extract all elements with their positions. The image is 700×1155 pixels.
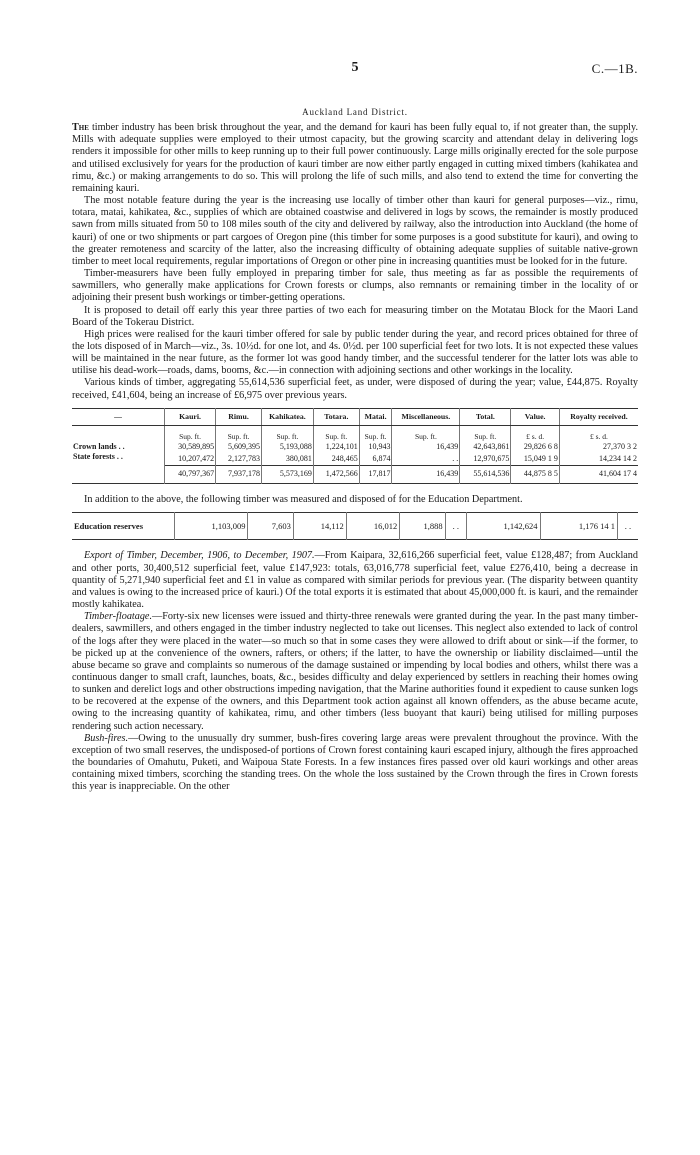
paragraph-motatau-block: It is proposed to detail off early this year three parties of two each for measuring timber on the Motatau Block for the Maori Land Board of the Tokerau District. [72,304,638,328]
row-label-state-forests: State forests . . [73,451,123,461]
table-row: State forests . . 10,207,472 2,127,783 380,081 248,465 6,874 . . 12,970,675 15,049 1 9 14,234 14 2 [72,452,638,466]
column-header: Kahikatea. [261,408,313,425]
education-reserves-table [72,512,638,540]
column-header: Kauri. [165,408,216,425]
column-header: Value. [511,408,559,425]
section-title: Auckland Land District. [302,107,408,117]
document-code: C.—1B. [591,61,638,76]
paragraph-timber-measurers: Timber-measurers have been fully employed in preparing timber for sale, thus meeting as far as possible the requirements of sawmillers, who generally make applications for Crown forests or clumps, also remnants or remaining timber in the locality of or adjoining their present bush workings or timber-getting operations. [72,268,638,304]
table-row: Crown lands . . 30,589,895 5,609,395 5,193,088 1,224,101 10,943 16,439 42,643,861 29,826 6 8 27,370 3 2 [73,441,637,451]
row-label-education-reserves: Education reserves [74,521,144,532]
table-row: Education reserves 1,103,009 7,603 14,112 16,012 1,888 . . 1,142,624 1,176 14 1 . . [72,513,638,540]
column-header: Rimu. [216,408,262,425]
italic-heading: Timber-floatage. [84,611,152,623]
column-header: — [72,408,165,425]
timber-disposal-table [72,408,638,485]
lead-word: The [72,122,89,134]
paragraph-bush-fires: Bush-fires.—Owing to the unusually dry summer, bush-fires covering large areas were prevalent throughout the province. With the exception of two small reserves, the undisposed-of portions of Crown forest containing kauri escaped injury, although the fires approached the boundaries of Omahutu, Puketi, and Waipoua State Forests. In a few instances fires passed over old kauri workings and other areas containing mixed timbers, scorching the standing trees. On the whole the loss sustained by the Crown through the fires in Crown forests this year is inappreciable. On the other [72,732,638,793]
paragraph-timber-disposed: Various kinds of timber, aggregating 55,614,536 superficial feet, as under, were disposed of during the year; value, £44,875. Royalty received, £41,604, being an increase of £6,975 over previous years. [72,377,638,401]
column-header: Miscellaneous. [392,408,460,425]
italic-heading: Export of Timber, December, 1906, to December, 1907. [84,550,315,562]
paragraph-education-department: In addition to the above, the following timber was measured and disposed of for the Education Department. [84,494,523,506]
paragraph-timber-industry: The timber industry has been brisk throughout the year, and the demand for kauri has been fully equal to, if not greater than, the supply. Mills with adequate supplies were employed to their utmost capacity, but the growing scarcity and attendant delay in delivering logs renders it impossible for other mills to keep running up to their full power continuously. Large mills originally erected for the sole purpose and utilised exclusively for years for the production of kauri timber are now either partly engaged in cutting mixed timbers (kahikatea and rimu, &c.) or making arrangements to do so. This will prolong the life of such mills, and also tend to extend the time for converting the remaining kauri. [72,122,638,194]
column-header: Royalty received. [559,408,638,425]
page-number: 5 [351,60,359,75]
row-label-crown-lands: Crown lands . . [73,441,125,451]
document-page [72,62,638,794]
table-units-row: Sup. ft. Sup. ft. Sup. ft. Sup. ft. Sup. ft. Sup. ft. Sup. ft. £ s. d. £ s. d. [72,425,638,442]
table-total-row: 40,797,367 7,937,178 5,573,169 1,472,566 17,817 16,439 55,614,536 44,875 8 5 41,604 17 4 [72,466,638,484]
paragraph-notable-feature: The most notable feature during the year is the increasing use locally of timber other than kauri for general purposes—viz., rimu, totara, matai, kahikatea, &c., supplies of which are obtained coastwise and delivered in logs by scows, the remainder is mostly produced sawn from mills situated from 50 to 108 miles south of the city and delivered by railway, also the introduction into Auckland (the home of kauri) of one or two shipments or part cargoes of Oregon pine (this timber for some purposes is a good substitute for kauri), and owing to the greater remoteness and scarcity of the latter, also the increasing difficulty of obtaining adequate supplies of suitable native-grown timber to meet local requirements, regular importations of Oregon or other pine in increasing quantities must be looked for in the future. [72,195,638,267]
paragraph-export-of-timber: Export of Timber, December, 1906, to December, 1907.—From Kaipara, 32,616,266 superficial feet, value £128,487; from Auckland and other ports, 30,400,512 superficial feet, value £147,923: totals, 63,016,778 superficial feet, value £276,410, being a decrease in quantity of 5,271,940 superficial feet and £1 in value as compared with similar periods for previous year. (The disparity between quantity and values is owing to the increased price of kauri.) Of the total exports it is estimated that about 45,000,000 ft. is kauri, and the remainder mostly kahikatea. [72,550,638,611]
paragraph-timber-floatage: Timber-floatage.—Forty-six new licenses were issued and thirty-three renewals were granted during the year. In the past many timber-dealers, sawmillers, and others engaged in the timber industry neglected to take out licenses. This neglect also extended to lack of control of the logs after they were placed in the water—so much so that in some cases they were allowed to drift about or sink—if the former, to be picked up at the convenience of the owners, rafters, or others; if the latter, to have the ownership or liability disclaimed—until the abuse became so grave and complaints so numerous of the damage sustained or impending by local bodies and others, whilst there was a continuous danger to small craft, launches, boats, &c., besides difficulty and delay experienced by settlers in reaching their homes owing to sunken and derelict logs and other obstructions impeding navigation, that the Marine authorities found it expedient to cause sunken logs to be recovered at the expense of the owners, and this Department took action against all known offenders, as the abuse became acute, owing to the increasing quantity of kahikatea, rimu, and other timbers (less buoyant that kauri) being utilised for milling purposes rendering such action necessary. [72,611,638,732]
page-header [72,62,638,84]
column-header: Totara. [313,408,359,425]
paragraph-high-prices: High prices were realised for the kauri timber offered for sale by public tender during the year, and record prices obtained for three of the lots disposed of in March—viz., 3s. 10½d. for one lot, and 4s. 0½d. per 100 superficial feet for two lots. It is not expected these values will be maintained in the near future, as the former lot was good handy timber, and the successful tenderer for the latter lots was able to utilise his dead-work—roads, dams, booms, &c.—in connection with adjoining sections and other workings in the locality. [72,328,638,377]
column-header: Matai. [359,408,392,425]
column-header: Total. [460,408,511,425]
table-header-row [72,408,638,425]
italic-heading: Bush-fires. [84,732,129,744]
